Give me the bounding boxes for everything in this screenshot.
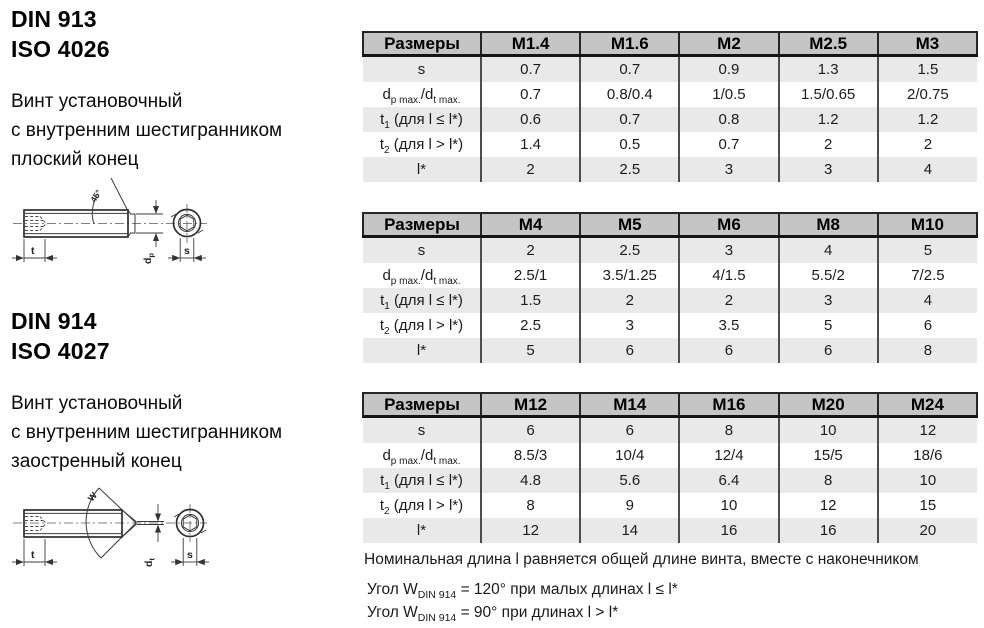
value-cell: 8.5/3 xyxy=(481,443,580,468)
value-cell: 10/4 xyxy=(580,443,679,468)
value-cell: 2 xyxy=(580,288,679,313)
table-row xyxy=(363,338,977,363)
table-row xyxy=(363,157,977,182)
value-cell: 4/1.5 xyxy=(679,263,778,288)
size-column-header: M5 xyxy=(580,213,679,237)
size-column-header: M20 xyxy=(779,393,878,417)
value-cell: 5.6 xyxy=(580,468,679,493)
value-cell: 3 xyxy=(580,313,679,338)
value-cell: 0.7 xyxy=(481,56,580,83)
value-cell: 1.5 xyxy=(481,288,580,313)
size-column-header: M8 xyxy=(779,213,878,237)
row-label: $t_1$ (для l ≤ l*) xyxy=(380,472,463,492)
value-cell: 4 xyxy=(878,157,977,182)
size-column-header: M1.6 xyxy=(580,32,679,56)
dim-label-t: t xyxy=(31,549,35,561)
description-line: с внутренним шестигранником xyxy=(11,422,283,443)
value-cell: 5 xyxy=(878,237,977,264)
value-cell: 1.2 xyxy=(878,107,977,132)
size-column-header: M6 xyxy=(679,213,778,237)
angle-label: W xyxy=(85,490,99,504)
table-header-row xyxy=(363,213,977,237)
value-cell: 7/2.5 xyxy=(878,263,977,288)
note-angle-90: Угол $W_{DIN 914} = 90^\circ$ при длинах l > l* xyxy=(367,604,619,625)
table-row xyxy=(363,443,977,468)
value-cell: 4 xyxy=(878,288,977,313)
row-label: s xyxy=(417,61,426,78)
value-cell: 8 xyxy=(481,493,580,518)
value-cell: 6 xyxy=(679,338,778,363)
row-label: $d_{p max.}/d_{t max.}$ xyxy=(382,86,461,106)
description-line: с внутренним шестигранником xyxy=(11,120,283,141)
dimensions-table-m1.4-m3 xyxy=(362,31,978,182)
din914-heading xyxy=(11,306,110,366)
row-label: l* xyxy=(416,161,427,178)
chamfer-angle-annotation xyxy=(88,178,128,224)
table-row xyxy=(363,417,977,444)
table-header-sizes: Размеры xyxy=(363,32,481,56)
table-header-sizes: Размеры xyxy=(363,393,481,417)
din913-heading xyxy=(11,4,110,64)
standard-din914: DIN 914 xyxy=(11,308,97,334)
row-label: l* xyxy=(416,342,427,359)
value-cell: 0.6 xyxy=(481,107,580,132)
dim-label-t: t xyxy=(31,245,35,257)
standard-din913: DIN 913 xyxy=(11,6,97,32)
dimensions-table-m4-m10 xyxy=(362,212,978,363)
table-header-sizes: Размеры xyxy=(363,213,481,237)
row-label: s xyxy=(417,422,426,439)
row-label: $t_2$ (для l > l*) xyxy=(379,136,464,156)
din913-flat-point-drawing xyxy=(0,170,230,270)
size-column-header: M12 xyxy=(481,393,580,417)
table-row xyxy=(363,518,977,543)
dimensions-table xyxy=(362,31,978,182)
value-cell: 2.5 xyxy=(580,237,679,264)
size-column-header: M2 xyxy=(679,32,778,56)
table-row xyxy=(363,288,977,313)
value-cell: 8 xyxy=(779,468,878,493)
standard-iso4026: ISO 4026 xyxy=(11,36,110,62)
value-cell: 2.5 xyxy=(481,313,580,338)
value-cell: 6 xyxy=(481,417,580,444)
value-cell: 6 xyxy=(878,313,977,338)
dt-dimension xyxy=(137,504,164,567)
value-cell: 1.3 xyxy=(779,56,878,83)
angle-label: 45° xyxy=(88,187,104,205)
row-label: s xyxy=(417,242,426,259)
value-cell: 5 xyxy=(481,338,580,363)
value-cell: 10 xyxy=(878,468,977,493)
value-cell: 1.4 xyxy=(481,132,580,157)
value-cell: 3 xyxy=(679,157,778,182)
dimensions-table xyxy=(362,212,978,363)
din913-description xyxy=(11,87,282,174)
value-cell: 0.7 xyxy=(481,82,580,107)
row-label: $t_2$ (для l > l*) xyxy=(379,497,464,517)
t-dimension xyxy=(12,539,57,566)
t-dimension xyxy=(12,239,57,262)
size-column-header: M4 xyxy=(481,213,580,237)
dimensions-table xyxy=(362,392,978,543)
value-cell: 18/6 xyxy=(878,443,977,468)
value-cell: 16 xyxy=(679,518,778,543)
value-cell: 5.5/2 xyxy=(779,263,878,288)
hex-socket-hidden-lines xyxy=(25,517,46,531)
description-line: Винт установочный xyxy=(11,393,183,414)
table-row xyxy=(363,82,977,107)
value-cell: 6 xyxy=(580,338,679,363)
value-cell: 5 xyxy=(779,313,878,338)
table-header-row xyxy=(363,32,977,56)
value-cell: 12 xyxy=(878,417,977,444)
s-dimension xyxy=(171,538,209,566)
value-cell: 12 xyxy=(481,518,580,543)
row-label: $d_{p max.}/d_{t max.}$ xyxy=(382,267,461,287)
value-cell: 3 xyxy=(679,237,778,264)
table-row xyxy=(363,313,977,338)
table-row xyxy=(363,132,977,157)
value-cell: 2.5/1 xyxy=(481,263,580,288)
table-row xyxy=(363,237,977,264)
value-cell: 15 xyxy=(878,493,977,518)
value-cell: 12 xyxy=(779,493,878,518)
value-cell: 2 xyxy=(481,237,580,264)
value-cell: 6 xyxy=(779,338,878,363)
dim-label-dp: $d_p$ xyxy=(142,252,156,264)
table-row xyxy=(363,468,977,493)
row-label: l* xyxy=(416,522,427,539)
size-column-header: M1.4 xyxy=(481,32,580,56)
value-cell: 2.5 xyxy=(580,157,679,182)
size-column-header: M3 xyxy=(878,32,977,56)
cone-point-tip xyxy=(122,510,136,537)
value-cell: 3 xyxy=(779,157,878,182)
value-cell: 20 xyxy=(878,518,977,543)
value-cell: 0.7 xyxy=(580,56,679,83)
value-cell: 10 xyxy=(779,417,878,444)
value-cell: 6 xyxy=(580,417,679,444)
table-row xyxy=(363,107,977,132)
dim-label-s: s xyxy=(187,549,193,561)
value-cell: 1.5/0.65 xyxy=(779,82,878,107)
standard-iso4027: ISO 4027 xyxy=(11,338,110,364)
value-cell: 15/5 xyxy=(779,443,878,468)
row-label: $t_1$ (для l ≤ l*) xyxy=(380,111,463,131)
value-cell: 3.5 xyxy=(679,313,778,338)
value-cell: 0.9 xyxy=(679,56,778,83)
value-cell: 0.8/0.4 xyxy=(580,82,679,107)
value-cell: 8 xyxy=(878,338,977,363)
value-cell: 8 xyxy=(679,417,778,444)
value-cell: 2 xyxy=(878,132,977,157)
screw-body xyxy=(24,510,122,537)
table-row xyxy=(363,56,977,83)
row-label: $t_2$ (для l > l*) xyxy=(379,317,464,337)
value-cell: 1.2 xyxy=(779,107,878,132)
table-row xyxy=(363,263,977,288)
table-row xyxy=(363,493,977,518)
value-cell: 1.5 xyxy=(878,56,977,83)
description-line: заостренный конец xyxy=(11,451,182,472)
dp-dimension xyxy=(136,200,163,264)
value-cell: 3 xyxy=(779,288,878,313)
value-cell: 16 xyxy=(779,518,878,543)
description-line: Винт установочный xyxy=(11,91,183,112)
value-cell: 14 xyxy=(580,518,679,543)
value-cell: 0.8 xyxy=(679,107,778,132)
dimensions-table-m12-m24 xyxy=(362,392,978,543)
din914-cone-point-drawing xyxy=(0,478,230,573)
size-column-header: M2.5 xyxy=(779,32,878,56)
size-column-header: M16 xyxy=(679,393,778,417)
value-cell: 9 xyxy=(580,493,679,518)
value-cell: 2 xyxy=(481,157,580,182)
value-cell: 0.5 xyxy=(580,132,679,157)
value-cell: 12/4 xyxy=(679,443,778,468)
size-column-header: M10 xyxy=(878,213,977,237)
value-cell: 1/0.5 xyxy=(679,82,778,107)
note-nominal-length: Номинальная длина l равняется общей длине винта, вместе с наконечником xyxy=(364,551,919,568)
value-cell: 2 xyxy=(779,132,878,157)
value-cell: 2 xyxy=(679,288,778,313)
value-cell: 6.4 xyxy=(679,468,778,493)
value-cell: 3.5/1.25 xyxy=(580,263,679,288)
size-column-header: M24 xyxy=(878,393,977,417)
dim-label-dt: $d_t$ xyxy=(143,558,157,567)
description-line: плоский конец xyxy=(11,149,139,170)
end-view xyxy=(171,204,203,243)
size-column-header: M14 xyxy=(580,393,679,417)
note-angle-120: Угол $W_{DIN 914} = 120^\circ$ при малых длинах l ≤ l* xyxy=(367,581,678,602)
value-cell: 0.7 xyxy=(679,132,778,157)
value-cell: 4 xyxy=(779,237,878,264)
row-label: $t_1$ (для l ≤ l*) xyxy=(380,292,463,312)
table-header-row xyxy=(363,393,977,417)
din914-description xyxy=(11,389,282,476)
value-cell: 0.7 xyxy=(580,107,679,132)
row-label: $d_{p max.}/d_{t max.}$ xyxy=(382,447,461,467)
value-cell: 4.8 xyxy=(481,468,580,493)
dim-label-s: s xyxy=(184,245,190,257)
value-cell: 10 xyxy=(679,493,778,518)
value-cell: 2/0.75 xyxy=(878,82,977,107)
